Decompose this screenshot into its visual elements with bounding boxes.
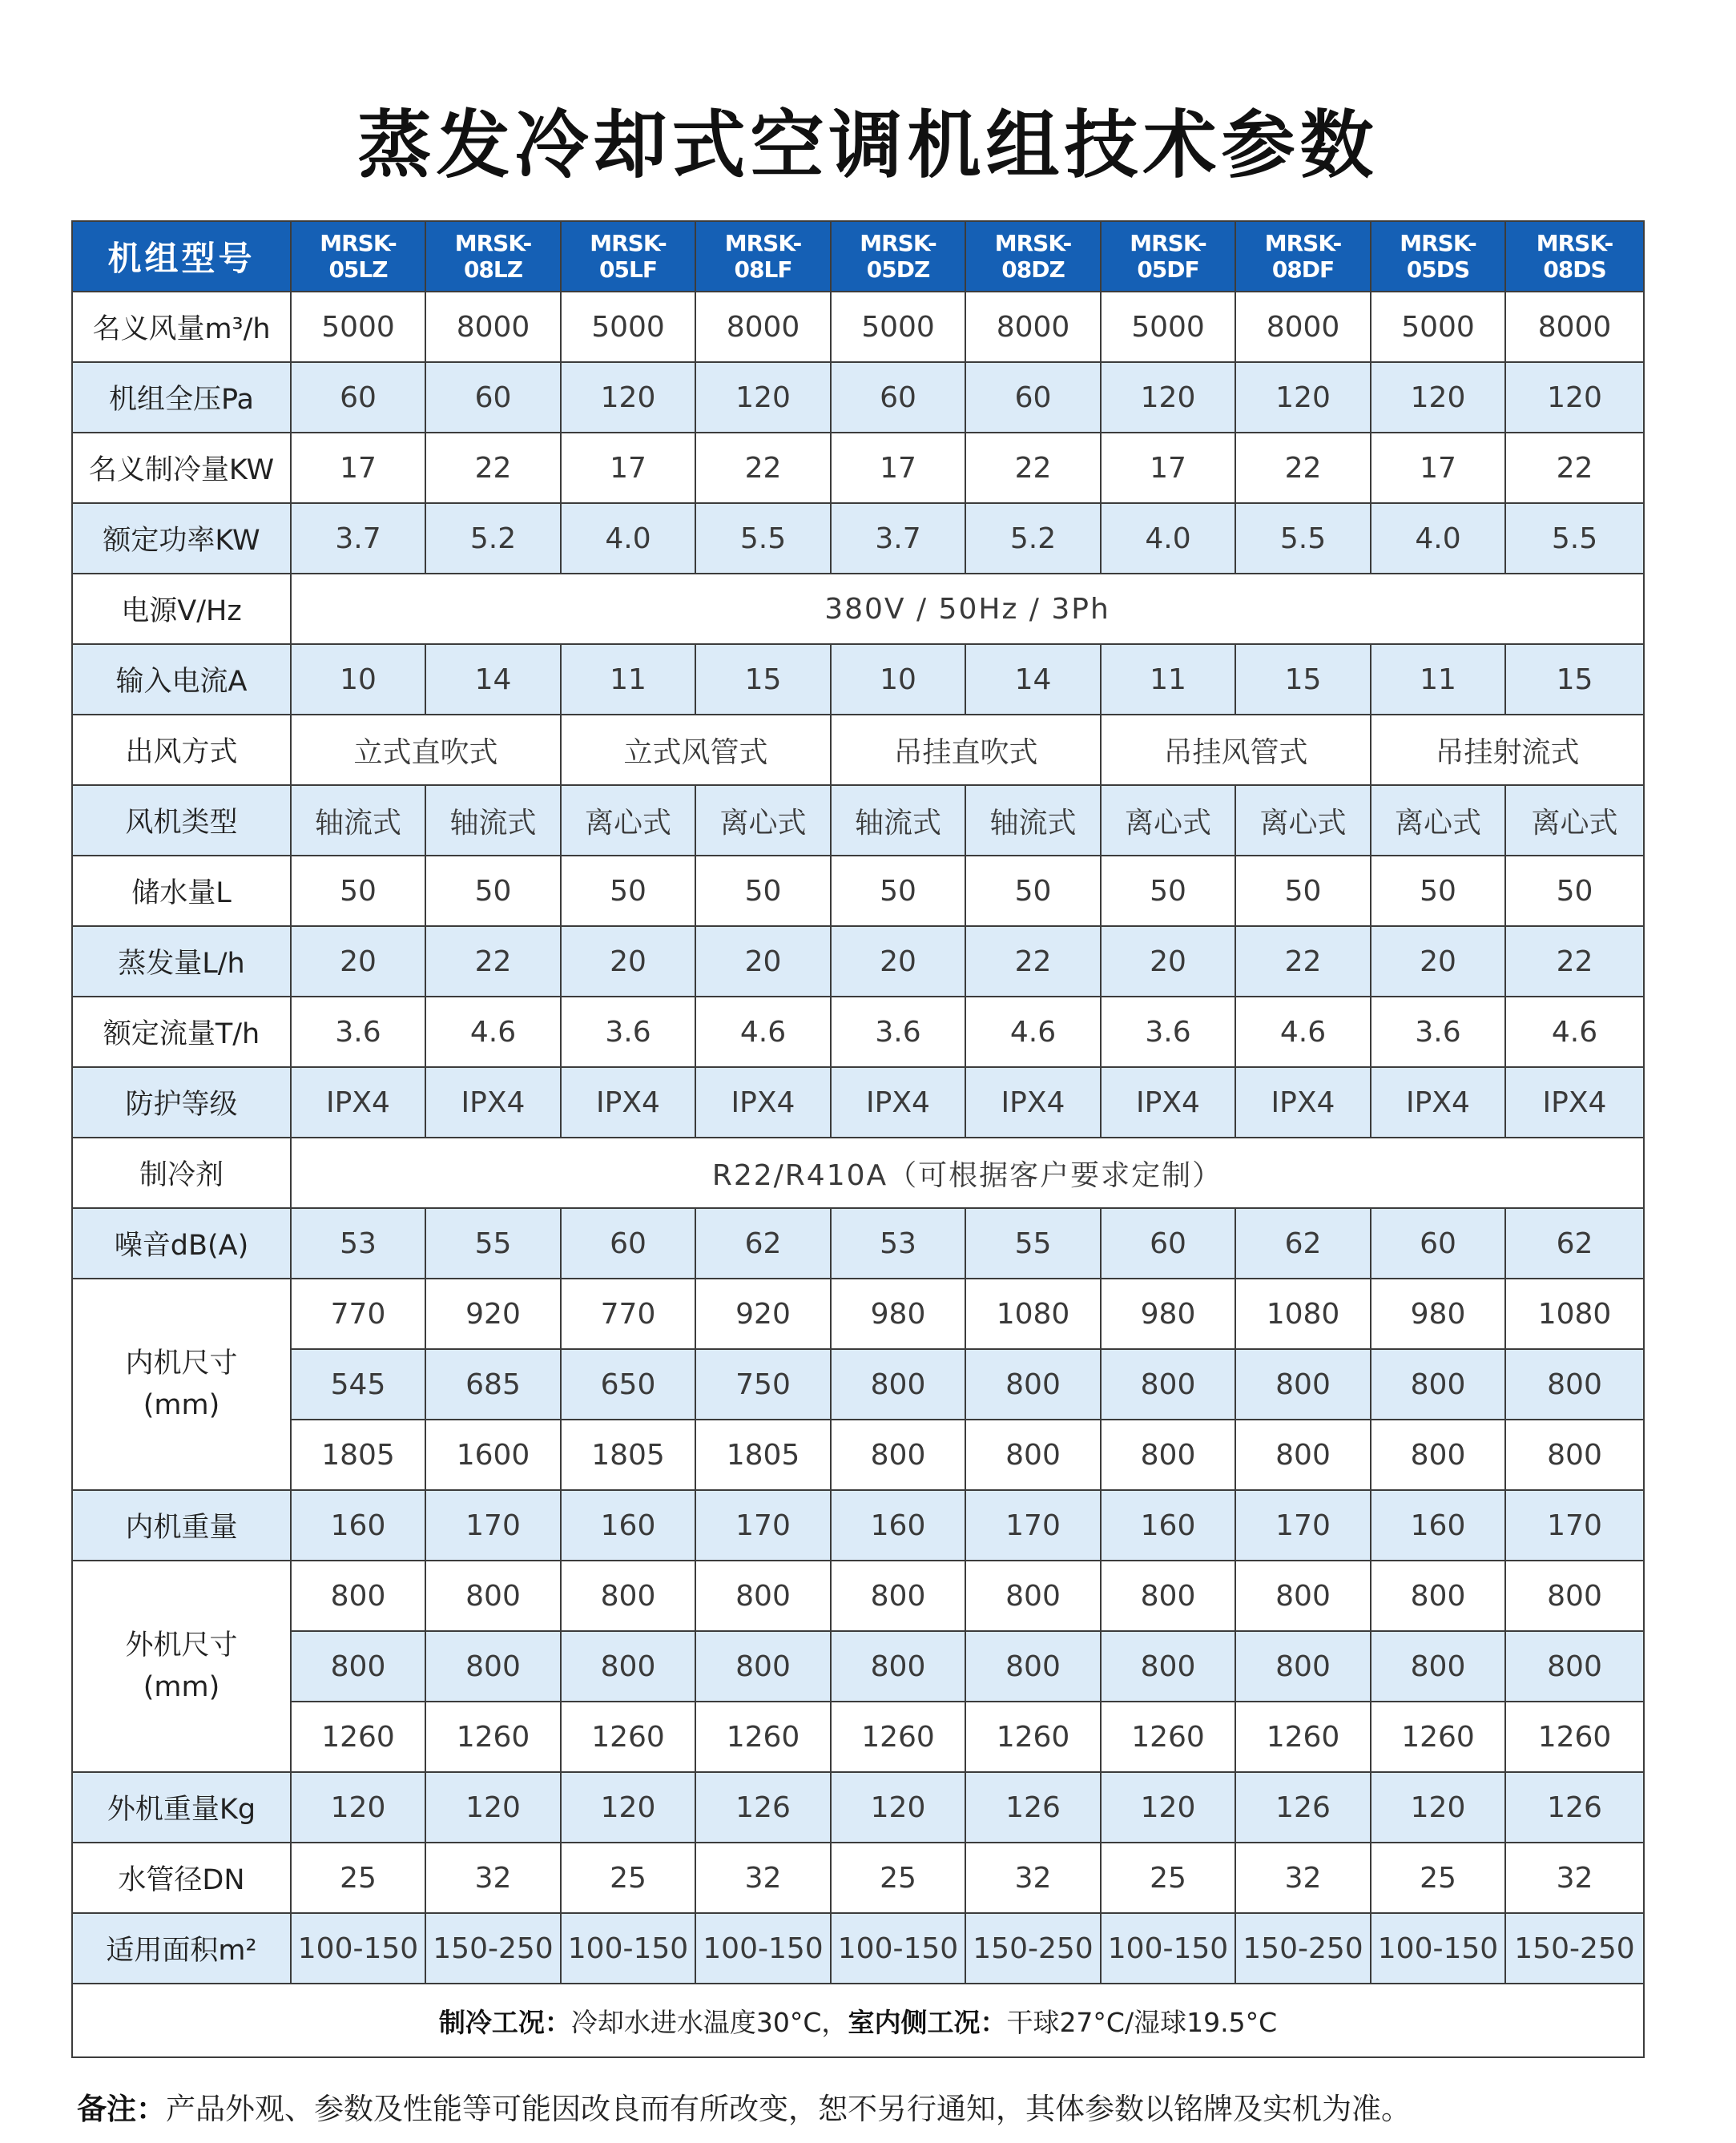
cell-fan: 轴流式 xyxy=(425,785,561,856)
cell-outdoor_size: 1260 xyxy=(425,1702,561,1772)
cell-noise: 53 xyxy=(291,1208,425,1279)
row-label-evap: 蒸发量L/h xyxy=(72,926,291,997)
cell-area: 100-150 xyxy=(291,1913,425,1984)
page-title: 蒸发冷却式空调机组技术参数 xyxy=(357,103,1379,188)
row-label-supply: 电源V/Hz xyxy=(72,574,291,644)
cell-indoor_weight: 160 xyxy=(831,1490,965,1561)
row-label-fan: 风机类型 xyxy=(72,785,291,856)
dim-unit: (mm) xyxy=(143,1671,220,1703)
row-outdoor_size xyxy=(72,1702,1644,1772)
cell-noise: 62 xyxy=(695,1208,831,1279)
cell-outlet: 立式直吹式 xyxy=(291,715,561,785)
header-label: 机组型号 xyxy=(72,221,291,292)
cell-indoor_size: 1080 xyxy=(1235,1279,1371,1349)
cell-indoor_size: 800 xyxy=(965,1420,1101,1490)
cell-outdoor_size: 800 xyxy=(425,1631,561,1702)
cell-outdoor_size: 1260 xyxy=(695,1702,831,1772)
row-label-outlet: 出风方式 xyxy=(72,715,291,785)
cell-current: 10 xyxy=(291,644,425,715)
cell-indoor_size: 1080 xyxy=(1505,1279,1644,1349)
cell-airflow: 8000 xyxy=(965,292,1101,362)
cell-airflow: 5000 xyxy=(291,292,425,362)
cell-outdoor_size: 800 xyxy=(831,1561,965,1631)
cell-pipe: 32 xyxy=(1505,1843,1644,1913)
cell-current: 11 xyxy=(1371,644,1505,715)
cell-evap: 20 xyxy=(1371,926,1505,997)
cell-cooling: 17 xyxy=(831,433,965,503)
spec-table xyxy=(71,220,1645,2058)
cell-outdoor_size: 800 xyxy=(1101,1631,1235,1702)
dim-unit: (mm) xyxy=(143,1389,220,1421)
cell-flow: 3.6 xyxy=(561,997,695,1067)
model-name: MRSK-08DF xyxy=(1235,221,1371,292)
cell-indoor_size: 980 xyxy=(1371,1279,1505,1349)
cell-outdoor_size: 800 xyxy=(965,1631,1101,1702)
cell-flow: 3.6 xyxy=(831,997,965,1067)
cell-outdoor_size: 800 xyxy=(1101,1561,1235,1631)
cell-water: 50 xyxy=(291,856,425,926)
cell-outlet: 吊挂直吹式 xyxy=(831,715,1101,785)
cell-indoor_size: 1805 xyxy=(561,1420,695,1490)
row-label-area: 适用面积m² xyxy=(72,1913,291,1984)
row-label-outdoor_weight: 外机重量Kg xyxy=(72,1772,291,1843)
cell-water: 50 xyxy=(1101,856,1235,926)
cell-indoor_size: 750 xyxy=(695,1349,831,1420)
cell-outdoor_size: 1260 xyxy=(1101,1702,1235,1772)
cell-area: 150-250 xyxy=(1235,1913,1371,1984)
model-name: MRSK-05LZ xyxy=(291,221,425,292)
cell-pressure: 60 xyxy=(831,362,965,433)
cell-flow: 4.6 xyxy=(425,997,561,1067)
model-name: MRSK-05DF xyxy=(1101,221,1235,292)
cell-cooling: 22 xyxy=(1235,433,1371,503)
cell-power: 5.2 xyxy=(965,503,1101,574)
cell-protection: IPX4 xyxy=(831,1067,965,1138)
cell-airflow: 8000 xyxy=(1235,292,1371,362)
cell-flow: 4.6 xyxy=(695,997,831,1067)
cell-outdoor_size: 800 xyxy=(1505,1561,1644,1631)
conditions-cell xyxy=(72,1984,1644,2057)
cell-indoor_size: 800 xyxy=(1101,1349,1235,1420)
cell-power: 3.7 xyxy=(291,503,425,574)
cell-fan: 轴流式 xyxy=(831,785,965,856)
cell-outdoor_size: 800 xyxy=(561,1631,695,1702)
row-fan xyxy=(72,785,1644,856)
cell-evap: 20 xyxy=(695,926,831,997)
row-label-indoor_weight: 内机重量 xyxy=(72,1490,291,1561)
row-outdoor_weight xyxy=(72,1772,1644,1843)
cell-water: 50 xyxy=(965,856,1101,926)
cell-evap: 22 xyxy=(425,926,561,997)
cell-indoor_size: 920 xyxy=(695,1279,831,1349)
cell-outdoor_size: 1260 xyxy=(1371,1702,1505,1772)
cell-evap: 22 xyxy=(1505,926,1644,997)
cell-airflow: 8000 xyxy=(425,292,561,362)
row-label-current: 输入电流A xyxy=(72,644,291,715)
cell-indoor_size: 545 xyxy=(291,1349,425,1420)
cell-outdoor_size: 1260 xyxy=(291,1702,425,1772)
cell-outdoor_size: 1260 xyxy=(965,1702,1101,1772)
cell-indoor_weight: 170 xyxy=(1235,1490,1371,1561)
cell-flow: 3.6 xyxy=(1371,997,1505,1067)
cell-current: 14 xyxy=(965,644,1101,715)
cell-protection: IPX4 xyxy=(561,1067,695,1138)
cell-noise: 62 xyxy=(1235,1208,1371,1279)
cell-protection: IPX4 xyxy=(1235,1067,1371,1138)
cell-evap: 20 xyxy=(831,926,965,997)
cell-airflow: 5000 xyxy=(561,292,695,362)
cell-fan: 轴流式 xyxy=(965,785,1101,856)
model-name: MRSK-05DZ xyxy=(831,221,965,292)
row-label-indoor_size xyxy=(72,1279,291,1490)
cell-outlet: 吊挂射流式 xyxy=(1371,715,1644,785)
cell-area: 150-250 xyxy=(1505,1913,1644,1984)
row-label-water: 储水量L xyxy=(72,856,291,926)
cell-indoor_size: 770 xyxy=(561,1279,695,1349)
cell-indoor_size: 800 xyxy=(1371,1349,1505,1420)
remark-note xyxy=(77,2085,1411,2128)
cell-outdoor_size: 800 xyxy=(965,1561,1101,1631)
cell-area: 100-150 xyxy=(1101,1913,1235,1984)
cell-indoor_size: 1600 xyxy=(425,1420,561,1490)
header-row xyxy=(72,221,1644,292)
cell-current: 11 xyxy=(561,644,695,715)
cell-cooling: 17 xyxy=(1371,433,1505,503)
cell-evap: 22 xyxy=(965,926,1101,997)
cell-power: 4.0 xyxy=(561,503,695,574)
cell-indoor_size: 980 xyxy=(831,1279,965,1349)
cell-cooling: 22 xyxy=(425,433,561,503)
cell-pressure: 120 xyxy=(1101,362,1235,433)
cell-outdoor_size: 800 xyxy=(1235,1561,1371,1631)
cell-noise: 60 xyxy=(1101,1208,1235,1279)
cell-outdoor_size: 800 xyxy=(1371,1631,1505,1702)
spec-table-body xyxy=(72,221,1644,2057)
row-area xyxy=(72,1913,1644,1984)
cell-outdoor_weight: 126 xyxy=(695,1772,831,1843)
cell-airflow: 5000 xyxy=(831,292,965,362)
cell-area: 100-150 xyxy=(831,1913,965,1984)
cell-power: 4.0 xyxy=(1371,503,1505,574)
cell-fan: 离心式 xyxy=(1235,785,1371,856)
cell-indoor_size: 800 xyxy=(831,1420,965,1490)
model-name: MRSK-08LZ xyxy=(425,221,561,292)
cell-pressure: 120 xyxy=(1235,362,1371,433)
cell-outlet: 吊挂风管式 xyxy=(1101,715,1371,785)
row-noise xyxy=(72,1208,1644,1279)
cool-condition-text: 冷却水进水温度30°C， xyxy=(570,2006,848,2038)
row-water xyxy=(72,856,1644,926)
cell-cooling: 17 xyxy=(1101,433,1235,503)
cell-current: 14 xyxy=(425,644,561,715)
dim-label: 外机尺寸 xyxy=(125,1629,238,1662)
cell-current: 15 xyxy=(1235,644,1371,715)
cell-indoor_weight: 170 xyxy=(1505,1490,1644,1561)
row-airflow xyxy=(72,292,1644,362)
cell-water: 50 xyxy=(425,856,561,926)
cell-outdoor_weight: 126 xyxy=(1235,1772,1371,1843)
cell-evap: 20 xyxy=(1101,926,1235,997)
cell-cooling: 17 xyxy=(291,433,425,503)
cell-current: 10 xyxy=(831,644,965,715)
cell-indoor_size: 800 xyxy=(1505,1420,1644,1490)
cell-indoor_size: 770 xyxy=(291,1279,425,1349)
row-outlet xyxy=(72,715,1644,785)
cell-pressure: 120 xyxy=(561,362,695,433)
cell-outdoor_weight: 120 xyxy=(291,1772,425,1843)
cell-noise: 55 xyxy=(965,1208,1101,1279)
row-cooling xyxy=(72,433,1644,503)
cell-power: 4.0 xyxy=(1101,503,1235,574)
cell-outdoor_size: 800 xyxy=(1235,1631,1371,1702)
row-indoor_size xyxy=(72,1279,1644,1349)
cell-area: 100-150 xyxy=(561,1913,695,1984)
cell-flow: 4.6 xyxy=(965,997,1101,1067)
row-refrigerant xyxy=(72,1138,1644,1208)
indoor-condition-label: 室内侧工况： xyxy=(848,2006,1007,2038)
cell-pipe: 32 xyxy=(1235,1843,1371,1913)
row-supply xyxy=(72,574,1644,644)
cell-pipe: 25 xyxy=(291,1843,425,1913)
cell-indoor_size: 800 xyxy=(965,1349,1101,1420)
cell-noise: 62 xyxy=(1505,1208,1644,1279)
row-label-protection: 防护等级 xyxy=(72,1067,291,1138)
cell-outdoor_size: 1260 xyxy=(561,1702,695,1772)
cell-indoor_size: 800 xyxy=(1235,1420,1371,1490)
cell-indoor_weight: 160 xyxy=(561,1490,695,1561)
cell-pressure: 120 xyxy=(695,362,831,433)
cell-evap: 20 xyxy=(291,926,425,997)
cell-outdoor_size: 800 xyxy=(695,1631,831,1702)
cell-flow: 4.6 xyxy=(1505,997,1644,1067)
cell-pipe: 32 xyxy=(695,1843,831,1913)
row-indoor_size xyxy=(72,1420,1644,1490)
cell-outdoor_size: 800 xyxy=(1505,1631,1644,1702)
cell-fan: 离心式 xyxy=(1505,785,1644,856)
cell-power: 5.5 xyxy=(695,503,831,574)
cell-outdoor_weight: 120 xyxy=(1101,1772,1235,1843)
cell-water: 50 xyxy=(1235,856,1371,926)
cell-airflow: 5000 xyxy=(1371,292,1505,362)
cell-power: 3.7 xyxy=(831,503,965,574)
cell-pressure: 60 xyxy=(291,362,425,433)
cell-fan: 离心式 xyxy=(695,785,831,856)
cell-noise: 53 xyxy=(831,1208,965,1279)
cell-pressure: 120 xyxy=(1505,362,1644,433)
cell-water: 50 xyxy=(561,856,695,926)
indoor-condition-text: 干球27°C/湿球19.5°C xyxy=(1006,2006,1278,2038)
conditions-row xyxy=(72,1984,1644,2057)
remark-label: 备注： xyxy=(77,2092,166,2126)
cell-outdoor_size: 800 xyxy=(695,1561,831,1631)
cell-protection: IPX4 xyxy=(1101,1067,1235,1138)
cell-pipe: 25 xyxy=(1371,1843,1505,1913)
row-flow xyxy=(72,997,1644,1067)
row-outdoor_size xyxy=(72,1631,1644,1702)
cell-outdoor_size: 800 xyxy=(831,1631,965,1702)
row-evap xyxy=(72,926,1644,997)
cell-protection: IPX4 xyxy=(1505,1067,1644,1138)
cell-fan: 离心式 xyxy=(1101,785,1235,856)
cool-condition-label: 制冷工况： xyxy=(438,2006,571,2038)
model-name: MRSK-08LF xyxy=(695,221,831,292)
cell-power: 5.2 xyxy=(425,503,561,574)
cell-outdoor_size: 800 xyxy=(291,1631,425,1702)
cell-indoor_weight: 160 xyxy=(291,1490,425,1561)
cell-indoor_size: 1080 xyxy=(965,1279,1101,1349)
row-label-flow: 额定流量T/h xyxy=(72,997,291,1067)
cell-airflow: 8000 xyxy=(695,292,831,362)
cell-fan: 离心式 xyxy=(1371,785,1505,856)
cell-indoor_size: 650 xyxy=(561,1349,695,1420)
cell-indoor_size: 1805 xyxy=(695,1420,831,1490)
cell-supply: 380V / 50Hz / 3Ph xyxy=(291,574,1644,644)
cell-power: 5.5 xyxy=(1505,503,1644,574)
cell-water: 50 xyxy=(1371,856,1505,926)
cell-indoor_weight: 170 xyxy=(425,1490,561,1561)
cell-indoor_size: 980 xyxy=(1101,1279,1235,1349)
cell-outdoor_size: 800 xyxy=(561,1561,695,1631)
cell-outdoor_weight: 120 xyxy=(425,1772,561,1843)
cell-pressure: 60 xyxy=(965,362,1101,433)
row-indoor_weight xyxy=(72,1490,1644,1561)
row-indoor_size xyxy=(72,1349,1644,1420)
cell-outdoor_size: 800 xyxy=(425,1561,561,1631)
cell-indoor_size: 800 xyxy=(831,1349,965,1420)
cell-area: 100-150 xyxy=(695,1913,831,1984)
row-pressure xyxy=(72,362,1644,433)
model-name: MRSK-08DZ xyxy=(965,221,1101,292)
cell-outdoor_weight: 120 xyxy=(831,1772,965,1843)
cell-outdoor_size: 1260 xyxy=(1505,1702,1644,1772)
cell-protection: IPX4 xyxy=(291,1067,425,1138)
cell-fan: 离心式 xyxy=(561,785,695,856)
cell-indoor_weight: 160 xyxy=(1371,1490,1505,1561)
cell-indoor_size: 800 xyxy=(1505,1349,1644,1420)
cell-outlet: 立式风管式 xyxy=(561,715,831,785)
row-label-pipe: 水管径DN xyxy=(72,1843,291,1913)
cell-water: 50 xyxy=(1505,856,1644,926)
cell-current: 15 xyxy=(1505,644,1644,715)
cell-outdoor_weight: 120 xyxy=(561,1772,695,1843)
cell-indoor_size: 1805 xyxy=(291,1420,425,1490)
cell-pressure: 60 xyxy=(425,362,561,433)
cell-noise: 55 xyxy=(425,1208,561,1279)
row-label-noise: 噪音dB(A) xyxy=(72,1208,291,1279)
cell-refrigerant: R22/R410A（可根据客户要求定制） xyxy=(291,1138,1644,1208)
row-current xyxy=(72,644,1644,715)
row-pipe xyxy=(72,1843,1644,1913)
cell-indoor_weight: 160 xyxy=(1101,1490,1235,1561)
model-name: MRSK-05LF xyxy=(561,221,695,292)
cell-outdoor_size: 800 xyxy=(1371,1561,1505,1631)
row-power xyxy=(72,503,1644,574)
cell-outdoor_weight: 126 xyxy=(1505,1772,1644,1843)
cell-outdoor_size: 1260 xyxy=(831,1702,965,1772)
row-label-outdoor_size xyxy=(72,1561,291,1772)
cell-indoor_weight: 170 xyxy=(965,1490,1101,1561)
cell-fan: 轴流式 xyxy=(291,785,425,856)
cell-indoor_size: 800 xyxy=(1101,1420,1235,1490)
cell-evap: 20 xyxy=(561,926,695,997)
cell-indoor_weight: 170 xyxy=(695,1490,831,1561)
cell-water: 50 xyxy=(695,856,831,926)
cell-outdoor_size: 800 xyxy=(291,1561,425,1631)
row-outdoor_size xyxy=(72,1561,1644,1631)
cell-outdoor_weight: 126 xyxy=(965,1772,1101,1843)
cell-flow: 3.6 xyxy=(291,997,425,1067)
cell-pipe: 25 xyxy=(831,1843,965,1913)
row-protection xyxy=(72,1067,1644,1138)
cell-protection: IPX4 xyxy=(425,1067,561,1138)
cell-indoor_size: 920 xyxy=(425,1279,561,1349)
cell-protection: IPX4 xyxy=(965,1067,1101,1138)
row-label-cooling: 名义制冷量KW xyxy=(72,433,291,503)
cell-airflow: 5000 xyxy=(1101,292,1235,362)
cell-outdoor_size: 1260 xyxy=(1235,1702,1371,1772)
cell-cooling: 17 xyxy=(561,433,695,503)
cell-flow: 3.6 xyxy=(1101,997,1235,1067)
row-label-power: 额定功率KW xyxy=(72,503,291,574)
cell-power: 5.5 xyxy=(1235,503,1371,574)
cell-area: 150-250 xyxy=(425,1913,561,1984)
cell-current: 15 xyxy=(695,644,831,715)
cell-evap: 22 xyxy=(1235,926,1371,997)
cell-noise: 60 xyxy=(561,1208,695,1279)
cell-area: 100-150 xyxy=(1371,1913,1505,1984)
cell-indoor_size: 800 xyxy=(1235,1349,1371,1420)
row-label-pressure: 机组全压Pa xyxy=(72,362,291,433)
cell-pressure: 120 xyxy=(1371,362,1505,433)
cell-pipe: 25 xyxy=(1101,1843,1235,1913)
cell-pipe: 32 xyxy=(965,1843,1101,1913)
cell-pipe: 25 xyxy=(561,1843,695,1913)
cell-protection: IPX4 xyxy=(1371,1067,1505,1138)
remark-text: 产品外观、参数及性能等可能因改良而有所改变，恕不另行通知，其体参数以铭牌及实机为准。 xyxy=(166,2092,1411,2126)
model-name: MRSK-08DS xyxy=(1505,221,1644,292)
row-label-airflow: 名义风量m³/h xyxy=(72,292,291,362)
model-name: MRSK-05DS xyxy=(1371,221,1505,292)
cell-water: 50 xyxy=(831,856,965,926)
cell-cooling: 22 xyxy=(695,433,831,503)
cell-cooling: 22 xyxy=(965,433,1101,503)
cell-airflow: 8000 xyxy=(1505,292,1644,362)
cell-cooling: 22 xyxy=(1505,433,1644,503)
cell-outdoor_weight: 120 xyxy=(1371,1772,1505,1843)
cell-protection: IPX4 xyxy=(695,1067,831,1138)
cell-noise: 60 xyxy=(1371,1208,1505,1279)
cell-area: 150-250 xyxy=(965,1913,1101,1984)
row-label-refrigerant: 制冷剂 xyxy=(72,1138,291,1208)
cell-flow: 4.6 xyxy=(1235,997,1371,1067)
cell-indoor_size: 800 xyxy=(1371,1420,1505,1490)
cell-pipe: 32 xyxy=(425,1843,561,1913)
cell-current: 11 xyxy=(1101,644,1235,715)
cell-indoor_size: 685 xyxy=(425,1349,561,1420)
dim-label: 内机尺寸 xyxy=(125,1347,238,1380)
